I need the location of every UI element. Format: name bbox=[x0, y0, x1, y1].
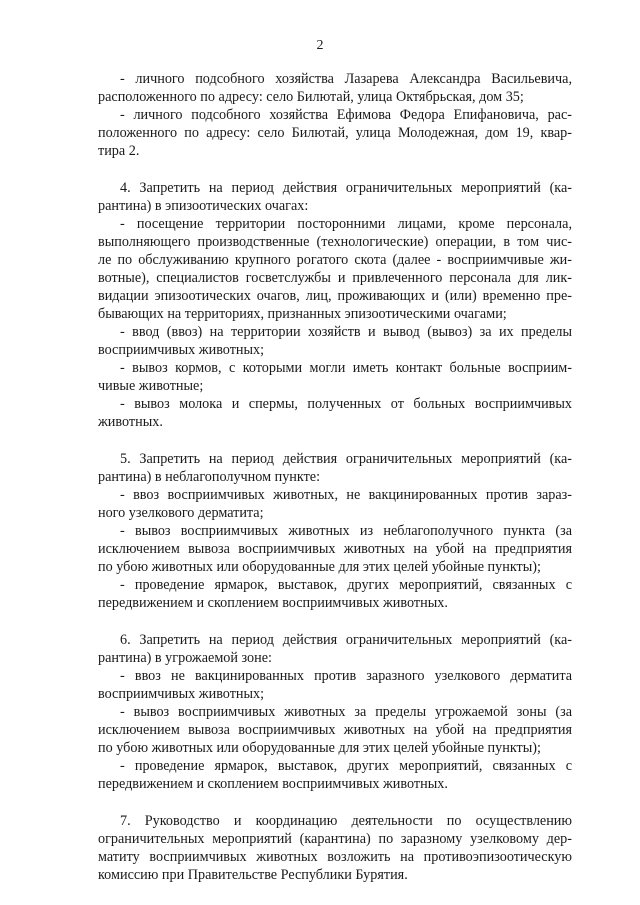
text-line: вотные), специалистов госветслужбы и привлеченного персонала для лик- bbox=[98, 270, 572, 286]
text-line: - посещение территории посторонними лицами, кроме персонала, bbox=[120, 216, 572, 232]
text-line: матиту восприимчивых животных возложить на противоэпизоотическую bbox=[98, 849, 572, 865]
text-line: восприимчивых животных; bbox=[98, 342, 265, 358]
text-line: комиссию при Правительстве Республики Бурятия. bbox=[98, 867, 408, 883]
text-line: - вывоз восприимчивых животных за пределы угрожаемой зоны (за bbox=[120, 704, 572, 720]
text-line: тира 2. bbox=[98, 143, 140, 159]
text-line: ограничительных мероприятий (карантина) по заразному узелковому дер- bbox=[98, 831, 572, 847]
text-line: передвижением и скоплением восприимчивых животных. bbox=[98, 595, 448, 611]
text-line: положенного по адресу: село Билютай, улица Молодежная, дом 19, квар- bbox=[98, 125, 572, 141]
text-line: - ввод (ввоз) на территории хозяйств и вывод (вывоз) за их пределы bbox=[120, 324, 572, 340]
text-line: восприимчивых животных; bbox=[98, 686, 265, 702]
text-line: - вывоз восприимчивых животных из неблагополучного пункта (за bbox=[120, 523, 572, 539]
text-line: видации эпизоотических очагов, лиц, проживающих и (или) временно пре- bbox=[98, 288, 572, 304]
text-line: ного узелкового дерматита; bbox=[98, 505, 264, 521]
text-line: - вывоз кормов, с которыми могли иметь контакт больные восприим- bbox=[120, 360, 572, 376]
text-line: по убою животных или оборудованные для этих целей убойные пункты); bbox=[98, 559, 541, 575]
item-7-heading: 7. Руководство и координацию деятельности по осуществлению bbox=[120, 813, 572, 829]
text-line: чивые животные; bbox=[98, 378, 204, 394]
text-line: рантина) в эпизоотических очагах: bbox=[98, 198, 309, 214]
page-number: 2 bbox=[316, 38, 324, 53]
text-line: рантина) в угрожаемой зоне: bbox=[98, 650, 272, 666]
text-line: исключением вывоза восприимчивых животных на убой на предприятия bbox=[98, 541, 572, 557]
text-line: - проведение ярмарок, выставок, других мероприятий, связанных с bbox=[120, 758, 572, 774]
item-4-heading: 4. Запретить на период действия ограничительных мероприятий (ка- bbox=[120, 180, 572, 196]
text-line: расположенного по адресу: село Билютай, улица Октябрьская, дом 35; bbox=[98, 89, 524, 105]
text-line: животных. bbox=[98, 414, 163, 430]
item-5-heading: 5. Запретить на период действия ограничительных мероприятий (ка- bbox=[120, 451, 572, 467]
text-line: исключением вывоза восприимчивых животных на убой на предприятия bbox=[98, 722, 572, 738]
text-line: - проведение ярмарок, выставок, других мероприятий, связанных с bbox=[120, 577, 572, 593]
text-line: рантина) в неблагополучном пункте: bbox=[98, 469, 321, 485]
text-line: ле по обслуживанию крупного рогатого скота (далее - восприимчивые жи- bbox=[98, 252, 572, 268]
text-line: - личного подсобного хозяйства Ефимова Федора Епифановича, рас- bbox=[120, 107, 572, 123]
text-line: бывающих на территориях, признанных эпизоотическими очагами; bbox=[98, 306, 507, 322]
text-line: - вывоз молока и спермы, полученных от больных восприимчивых bbox=[120, 396, 572, 412]
text-line: по убою животных или оборудованные для этих целей убойные пункты); bbox=[98, 740, 541, 756]
text-line: - ввоз восприимчивых животных, не вакцинированных против зараз- bbox=[120, 487, 572, 503]
text-line: выполняющего производственные (технологические) операции, в том чис- bbox=[98, 234, 572, 250]
text-line: передвижением и скоплением восприимчивых животных. bbox=[98, 776, 448, 792]
text-line: - ввоз не вакцинированных против заразного узелкового дерматита bbox=[120, 668, 572, 684]
text-line: - личного подсобного хозяйства Лазарева Александра Васильевича, bbox=[120, 71, 572, 87]
item-6-heading: 6. Запретить на период действия ограничительных мероприятий (ка- bbox=[120, 632, 572, 648]
